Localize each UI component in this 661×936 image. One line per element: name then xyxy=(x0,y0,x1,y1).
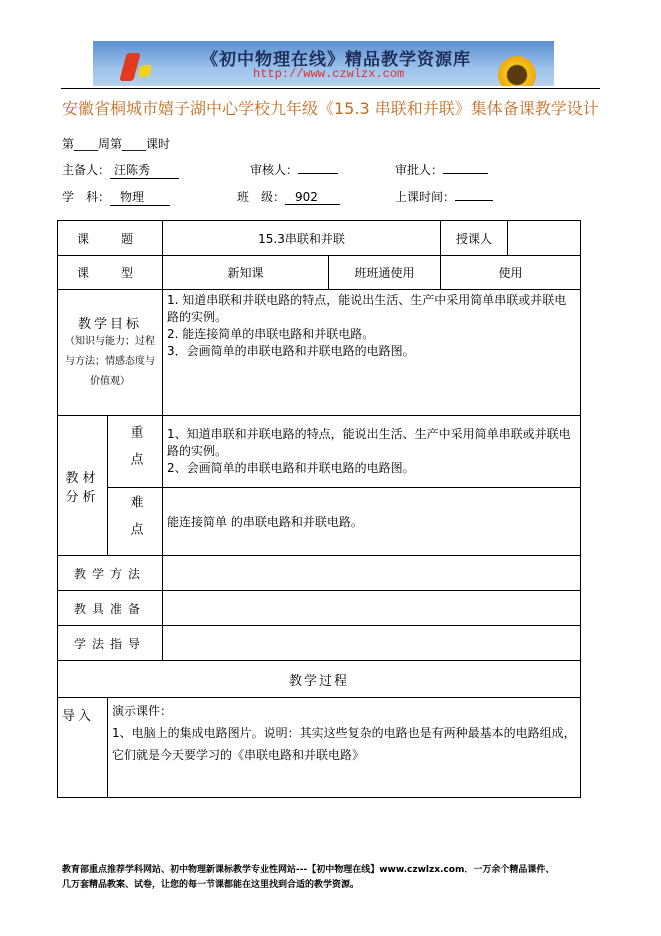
topic-label: 课 题 xyxy=(58,221,163,256)
value xyxy=(443,173,488,174)
difficult-row xyxy=(58,488,581,556)
goals-label: 教学目标 xyxy=(78,317,143,332)
difficult-content: 能连接简单 的串联电路和并联电路。 xyxy=(163,488,581,556)
intro-label: 导入 xyxy=(58,698,108,798)
value xyxy=(298,173,338,174)
lesson-plan-table xyxy=(57,220,581,798)
goals-sub: （知识与能力；过程与方法；情感态度与价值观） xyxy=(65,336,155,387)
footer-line: 几万套精品教案、试卷，让您的每一节课都能在这里找到合适的教学资源。 xyxy=(62,880,360,890)
teacher-value xyxy=(508,221,581,256)
analysis-label: 教材分析 xyxy=(58,416,108,556)
subject xyxy=(62,188,170,206)
page-title: 安徽省桐城市嬉子湖中心学校九年级《15.3 串联和并联》集体备课教学设计 xyxy=(62,99,599,118)
type-value: 新知课 xyxy=(163,256,329,290)
usage-value: 使用 xyxy=(441,256,581,290)
divider xyxy=(61,88,600,89)
study-value xyxy=(163,626,581,661)
site-banner xyxy=(93,41,554,86)
key-label: 重点 xyxy=(108,416,163,488)
teacher-label: 授课人 xyxy=(441,221,508,256)
footer-line: 教育部重点推荐学科网站、初中物理新课标教学专业性网站---【初中物理在线】www.czwlzx.com．一万余个精品课件、 xyxy=(62,865,555,875)
method-value xyxy=(163,556,581,591)
intro-item: 1、电脑上的集成电路图片。说明：其实这些复杂的电路也是有两种最基本的电路组成，它们就是今天要学习的《串联电路和并联电路》 xyxy=(112,726,576,762)
value xyxy=(455,200,493,201)
tools-row xyxy=(58,591,581,626)
footer xyxy=(62,863,554,893)
key-item: 2、会画简单的串联电路和并联电路的电路图。 xyxy=(167,461,415,475)
goals-content xyxy=(163,290,581,416)
goal-item: 1. 知道串联和并联电路的特点，能说出生活、生产中采用简单串联或并联电路的实例。 xyxy=(167,293,567,324)
study-label: 学法指导 xyxy=(58,626,163,661)
value: 902 xyxy=(285,190,340,205)
process-row xyxy=(58,661,581,698)
value: 物理 xyxy=(110,188,170,206)
label: 审核人： xyxy=(250,163,299,177)
label: 班 级： xyxy=(237,190,286,204)
process-label: 教学过程 xyxy=(58,661,581,698)
tools-label: 教具准备 xyxy=(58,591,163,626)
type-row xyxy=(58,256,581,290)
intro-item: 演示课件： xyxy=(112,704,173,718)
week-period: 第____周第____课时 xyxy=(62,137,171,151)
method-row xyxy=(58,556,581,591)
label: 审批人： xyxy=(395,163,444,177)
logo-icon xyxy=(139,65,151,77)
usage-label: 班班通使用 xyxy=(329,256,441,290)
label: 主备人： xyxy=(62,163,111,177)
class xyxy=(237,188,340,205)
key-content xyxy=(163,416,581,488)
class-time xyxy=(395,188,493,205)
label: 上课时间： xyxy=(395,190,456,204)
difficult-label: 难点 xyxy=(108,488,163,556)
method-label: 教学方法 xyxy=(58,556,163,591)
goal-item: 2. 能连接简单的串联电路和并联电路。 xyxy=(167,327,375,341)
study-row xyxy=(58,626,581,661)
intro-row xyxy=(58,698,581,798)
topic-value: 15.3串联和并联 xyxy=(163,221,441,256)
logo-icon xyxy=(119,53,141,81)
value: 汪陈秀 xyxy=(110,161,179,179)
topic-row xyxy=(58,221,581,256)
goal-item: 3．会画简单的串联电路和并联电路的电路图。 xyxy=(167,344,415,358)
lead-preparer xyxy=(62,161,179,179)
banner-url: http://www.czwlzx.com xyxy=(253,67,405,81)
goals-label-cell xyxy=(58,290,163,416)
tools-value xyxy=(163,591,581,626)
intro-content xyxy=(108,698,581,798)
goals-row xyxy=(58,290,581,416)
type-label: 课 型 xyxy=(58,256,163,290)
reviewer xyxy=(250,161,338,178)
banner-title: 《初中物理在线》精品教学资源库 xyxy=(201,50,471,70)
label: 学 科： xyxy=(62,190,111,204)
approver xyxy=(395,161,488,178)
key-row xyxy=(58,416,581,488)
sunflower-icon xyxy=(498,56,536,86)
key-item: 1、知道串联和并联电路的特点，能说出生活、生产中采用简单串联或并联电路的实例。 xyxy=(167,427,571,458)
